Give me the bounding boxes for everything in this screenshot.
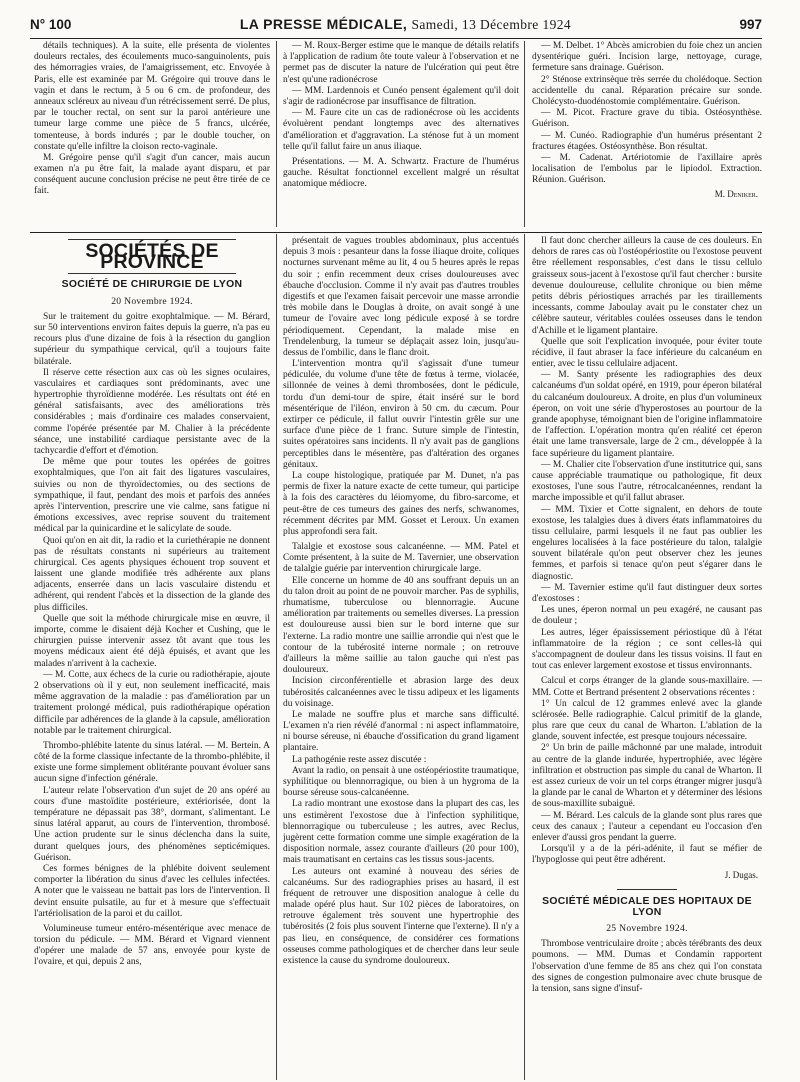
paragraph: Les autres, léger épaississement périostique dû à l'état inflammatoire de la région ; ce sont celles-là qui s'accompagnent de douleur dans les tissus voisins. Il faut en tout cas enlever largement exostose et tissus environnants. [532,627,762,672]
paragraph: Les auteurs ont examiné à nouveau des séries de calcanéums. Sur des radiographies prises au hasard, il est fréquent de retrouver une disposition analogue à celle du malade opéré plus haut. Sur 102 pièces de laboratoires, on retrouve également très souvent une hypertrophie des tubérosités (2 fois plus souvent l'interne que l'externe). Il n'y a pas lieu, en conséquence, de considérer ces formations osseuses comme pathologiques et de chercher dans leur seule existence la cause du syndrome douloureux. [283,866,519,966]
paragraph: L'auteur relate l'observation d'un sujet de 20 ans opéré au cours d'une mastoïdite postérieure, extériorisée, dont la température ne dépassait pas 38°, dormant, s'alimentant. Le sinus latéral apparut, au cours de l'intervention, thrombosé. Une action prudente sur le sinus déclencha dans la suite, durant quelques jours, des phénomènes septicémiques. Guérison. [34,785,270,863]
paragraph: De même que pour toutes les opérées de goitres exophtalmiques, que l'on ait fait des ligatures vasculaires, suivies ou non de thyroïdectomies, ou des sections de sympathique, il faut, pendant des mois et parfois des années après l'intervention, prescrire une vie calme, sans fatigue ni émotions excessives, avec reprise souvent du traitement médical par la quinicardine et le salicylate de soude. [34,457,270,535]
section-rule [30,232,762,233]
title-rule [68,273,236,274]
paragraph: — M. Santy présente les radiographies des deux calcanéums d'un soldat opéré, en 1919, pour éperon bilatéral du calcanéum douloureux. A droite, en plus d'un volumineux éperon, on voit une série d'hyperostoses au pourtour de la grande apophyse, témoignant bien de l'origine inflammatoire de l'affection. L'opération montra qu'en réalité cet éperon était une lame transversale, large de 2 cm., développée à la face supérieure du ligament plantaire. [532,370,762,459]
journal-title: LA PRESSE MÉDICALE, Samedi, 13 Décembre 1924 [239,16,572,32]
paragraph: Talalgie et exostose sous calcanéenne. — MM. Patel et Comte présentent, à la suite de M. Tavernier, une observation de talalgie guérie par intervention chirurgicale large. [283,542,519,575]
society2-title: SOCIÉTÉ MÉDICALE DES HOPITAUX DE LYON [542,895,752,918]
session2-date: 25 Novembre 1924. [606,923,688,935]
paragraph: — M. Faure cite un cas de radionécrose où les accidents évoluèrent pendant longtemps avec des alternatives d'amélioration et d'aggravation. La sténose fut à un moment telle qu'il fallut faire un anus iliaque. [283,108,519,152]
top-column-1 [34,41,270,226]
paragraph: — M. Picot. Fracture grave du tibia. Ostéosynthèse. Guérison. [532,108,762,130]
paragraph: — M. Cadenat. Artériotomie de l'axillaire après localisation de l'embolus par le lipiodol. Extraction. Réunion. Guérison. [532,152,762,186]
paragraph: — MM. Lardennois et Cunéo pensent également qu'il doit s'agir de radionécrose par insuffisance de filtration. [283,85,519,107]
paragraph: M. Grégoire pense qu'il s'agit d'un cancer, mais aucun examen n'a pu être fait, la malade ayant disparu, et par conséquent aucune conclusion précise ne peut être tirée de ce fait. [34,152,270,197]
paragraph: Sur le traitement du goitre exophtalmique. — M. Bérard, sur 50 interventions environ faites depuis la guerre, n'a pas eu recours plus d'une dizaine de fois à la résection du ganglion supérieur du sympathique cervical, qu'il a toujours faite bilatérale. [34,311,270,367]
paragraph: L'intervention montra qu'il s'agissait d'une tumeur pédiculée, du volume d'une tête de fœtus à terme, violacée, sillonnée de veines à demi thrombosées, dont le pédicule, tordu d'un demi-tour de spire, était inséré sur le bord mésentérique de l'iléon, environ à 50 cm. du cæcum. Pour extirper ce pédicule, il fallut ouvrir l'intestin grêle sur une surface d'une pièce de 1 franc. Suture simple de l'intestin, suites opératoires sans incidents. Il n'y avait pas de ganglions perceptibles dans le mésentère, pas d'altération des organes génitaux. [283,359,519,470]
issue-number: N° 100 [30,17,72,32]
header-rule [30,38,762,39]
paragraph: — M. Tavernier estime qu'il faut distinguer deux sortes d'exostoses : [532,582,762,604]
column-divider [276,234,277,1080]
paragraph: Thrombo-phlébite latente du sinus latéral. — M. Bertein. A côté de la forme classique infectante de la thrombo-phlébite, il existe une forme simplement oblitérante pouvant évoluer sans aucun signe d'infection générale. [34,740,270,785]
paragraph: La radio montrant une exostose dans la plupart des cas, les uns estimèrent l'exostose due à l'infection syphilitique, blennorragique ou tuberculeuse ; les autres, avec Reclus, jugèrent cette formation comme une simple exagération de la disposition normale, assez courante d'ailleurs (20 pour 100), mais traumatisant en certains cas les tissus sous-jacents. [283,799,519,866]
paragraph: Avant la radio, on pensait à une ostéopériostite traumatique, syphilitique ou blennorragique, ou bien à un hygroma de la bourse séreuse sous-calcanéenne. [283,765,519,799]
signature-dugas: J. Dugas. [724,869,758,880]
top-column-3 [532,41,762,228]
bottom-column-1 [34,234,270,1079]
session-date: 20 Novembre 1924. [111,295,193,307]
paragraph: présentait de vagues troubles abdominaux, plus accentués depuis 3 mois : pesanteur dans la fosse iliaque droite, coliques nocturnes survenant même au lit, 4 ou 5 heures après le repas du soir ; enfin recemment deux crises douloureuses avec ébauche d'occlusion. Comme il n'y avait pas d'autres troubles digestifs et que l'examen faisait percevoir une masse arrondie très mobile dans le Douglas à droite, on avait songé à une tumeur de l'ovaire avec long pédicule exposé à se tordre périodiquement. Cependant, la malade mise en Trendelenburg, la tumeur se déplaçait assez loin, jusqu'au-dessus de l'ombilic, dans le flanc droit. [283,236,519,358]
paragraph: Incision circonférentielle et abrasion large des deux tubérosités calcanéennes avec le tissu adipeux et les ligaments du voisinage. [283,676,519,709]
paragraph: La coupe histologique, pratiquée par M. Dunet, n'a pas permis de fixer la nature exacte de cette tumeur, qui participe à la fois des caractères du léiomyome, du fibro-sarcome, et peut-être de ces tumeurs des gaines des nerfs, schwanomes, récemment décrites par MM. Gosset et Leroux. Un examen plus approfondi sera fait. [283,470,519,537]
section-title: SOCIÉTÉS DE PROVINCE [85,240,219,274]
society-title: SOCIÉTÉ DE CHIRURGIE DE LYON [61,279,243,291]
paragraph: Quelle que soit l'explication invoquée, pour éviter toute récidive, il faut abraser la face inférieure du calcanéum en entier, avec le tissu cellulaire adjacent. [532,336,762,370]
paragraph: Les unes, éperon normal un peu exagéré, ne causant pas de douleur ; [532,605,762,627]
top-column-2 [283,41,519,226]
paragraph: La pathogénie reste assez discutée : [292,754,427,765]
article-paragraph: Thrombose ventriculaire droite ; abcès térébrants des deux poumons. — MM. Dumas et Condamin rapportent l'observation d'une femme de 85 ans chez qui l'on constata des signes de congestion pulmonaire avec chute brusque de la tension, sans signe d'insuf- [532,939,762,994]
paragraph: 2° Un brin de paille mâchonné par une malade, introduit au centre de la glande indurée, hypertrophiée, avec légère infiltration et obstruction pas simple du canal de Wharton. Il est assez curieux de voir un tel corps étranger migrer jusqu'à la glande par le canal de Wharton et y déterminer des lésions de sous-maxillite subaiguë. [532,743,762,810]
paragraph: — M. Bérard. Les calculs de la glande sont plus rares que ceux des canaux ; l'auteur a cependant eu l'occasion d'en enlever d'aussi gros pendant la guerre. [532,810,762,843]
paragraph: Quelle que soit la méthode chirurgicale mise en œuvre, il importe, comme le disaient déjà Kocher et Cushing, que le chirurgien puisse intervenir assez tôt avant que tous les moyens médicaux aient été déjà épuisés, et avant que les malades n'arrivent à la cachexie. [34,613,270,669]
paragraph: — M. Delbet. 1° Abcès amicrobien du foie chez un ancien dysentérique guéri. Incision large, nettoyage, curage, fermeture sans drainage. Guérison. [532,41,762,74]
bottom-column-3 [532,236,762,1079]
issue-date: Samedi, 13 Décembre 1924 [411,17,572,32]
paragraph: Calcul et corps étranger de la glande sous-maxillaire. — MM. Cotte et Bertrand présentent 2 observations récentes : [532,676,762,698]
paragraph: Présentations. — M. A. Schwartz. Fracture de l'humérus gauche. Résultat fonctionnel excellent malgré un résultat anatomique médiocre. [283,156,519,190]
page-header [30,16,762,36]
section-separator [617,889,677,890]
paragraph: Il faut donc chercher ailleurs la cause de ces douleurs. En dehors de rares cas où l'ostéopériostite ou l'exostose peuvent être réellement responsables, c'est dans le tissu cellulo graisseux sous-jacent à l'exostose qu'il faut chercher : bursite devenue douloureuse, cellulite chronique ou bien même petits débris périostiques arrachés par les tiraillements incessants, comme Jaboulay avait pu le constater chez un célèbre sauteur, véritables coulées osseuses dans le tendon d'Achille et le ligament plantaire. [532,236,762,336]
paragraph: — MM. Tixier et Cotte signalent, en dehors de toute exostose, les talalgies dues à divers états inflammatoires du tissu cellulaire, parmi lesquels il ne faut pas oublier les engelures localisées à la face postérieure du talon, talalgie souvent bilatérale qu'on peut observer chez les jeunes femmes, et parfois si tenace qu'on peut s'égarer dans le diagnostic. [532,504,762,582]
column-divider [524,41,525,227]
paragraph: détails techniques). A la suite, elle présenta de violentes douleurs rectales, des écoulements muco-sanguinolents, puis des hémorragies vraies, de l'amaigrissement, etc. Envoyée à Paris, elle est examinée par M. Grégoire qui trouve dans le vagin et dans le rectum, à 5 ou 6 cm. de profondeur, des anneaux scléreux au niveau d'un rétrécissement serré. De plus, par le toucher rectal, on sent sur la paroi antérieure une tumeur large comme une pièce de 5 francs, ulcérée, tomenteuse, à bords indurés ; par le double toucher, on constate qu'elle infiltre la cloison recto-vaginale. [34,41,270,152]
paragraph: — M. Cunéo. Radiographie d'un humérus présentant 2 fractures étagées. Ostéosynthèse. Bon résultat. [532,130,762,152]
paragraph: Il réserve cette résection aux cas où les signes oculaires, vasculaires et cardiaques sont prédominants, avec une hypertrophie thyroïdienne modérée. Les résultats ont été en général satisfaisants, avec des améliorations très considérables ; mais d'ordinaire ces malades conservaient, comme l'opérée présentée par M. Chalier à la précédente séance, une instabilité cardiaque persistante avec de la tachycardie d'effort et d'émotion. [34,367,270,456]
paragraph: Elle concerne un homme de 40 ans souffrant depuis un an du talon droit au point de ne pouvoir marcher. Pas de syphilis, rhumatisme, tuberculose ou blennorragie. Aucune amélioration par traitements ou semelles diverses. La pression est douloureuse aussi bien sur le bord interne que sur l'externe. La radio montre une saillie arrondie qui n'est que le contour de la tubérosité interne normale ; on retrouve d'ailleurs la même saillie au talon gauche qui n'est pas douloureux. [283,575,519,676]
paragraph: Le malade ne souffre plus et marche sans difficulté. L'examen n'a rien révélé d'anormal : ni aspect inflammatoire, ni bourse séreuse, ni ébauche d'ossification du grand ligament plantaire. [283,709,519,754]
column-divider [276,41,277,227]
paragraph: Quoi qu'on en ait dit, la radio et la curiethérapie ne donnent pas de résultats constants ni supérieurs au traitement chirurgical. Ces agents physiques échouent trop souvent et laissent une glande modifiée très adhérente aux plans adjacents, enserrée dans un lacis vasculaire distendu et adhérent, qui rendent l'abcès et la dissection de la glande des plus difficiles. [34,535,270,613]
paragraph: Volumineuse tumeur entéro-mésentérique avec menace de torsion du pédicule. — MM. Bérard et Vignard viennent d'opérer une malade de 57 ans, envoyée pour kyste de l'ovaire, et qui, depuis 2 ans, [34,923,270,968]
signature-deniker: M. Deniker. [714,189,758,200]
paragraph: — M. Roux-Berger estime que le manque de détails relatifs à l'application de radium ôte toute valeur à l'observation et ne permet pas de discuter la nature de l'ulcération qui peut être n'est qu'une radionécrose [283,41,519,85]
paragraph: 2° Sténose extrinsèque très serrée du cholédoque. Section accidentelle du canal. Réparation précaire sur sonde. Cholécysto-duodénostomie complémentaire. Guérison. [532,74,762,107]
paragraph: Lorsqu'il y a de la péri-adénite, il faut se méfier de l'hypoglosse qui peut être adhérent. [532,844,762,866]
paragraph: 1° Un calcul de 12 grammes enlevé avec la glande sclérosée. Belle radiographie. Calcul primitif de la glande, plus rare que ceux du canal de Wharton. L'ablation de la glande, souvent infectée, est presque toujours nécessaire. [532,698,762,743]
page-number: 997 [739,17,762,32]
paragraph: Ces formes bénignes de la phlébite doivent seulement comporter la libération du sinus d'avec les cellules infectées. A noter que le vaisseau ne battait pas lors de l'intervention. Il devint ensuite pulsatile, au fur et à mesure que s'effectuait l'artériolisation de la paroi et du caillot. [34,863,270,919]
paragraph: — M. Cotte, aux échecs de la curie ou radiothérapie, ajoute 2 observations où il y eut, non seulement inefficacité, mais même aggravation de la maladie : pas d'amélioration par un traitement prolongé médical, puis radiothérapique opération difficile par adhérences de la glande à la capsule, amélioration notable par le traitement chirurgical. [34,669,270,736]
paragraph: — M. Chalier cite l'observation d'une institutrice qui, sans cause appréciable traumatique ou pathologique, fit deux exostoses, l'une sous l'autre, rétrocalcanéennes, rendant la marche impossible et qu'il fallut abraser. [532,459,762,504]
bottom-column-2 [283,236,519,1079]
column-divider [524,234,525,1080]
